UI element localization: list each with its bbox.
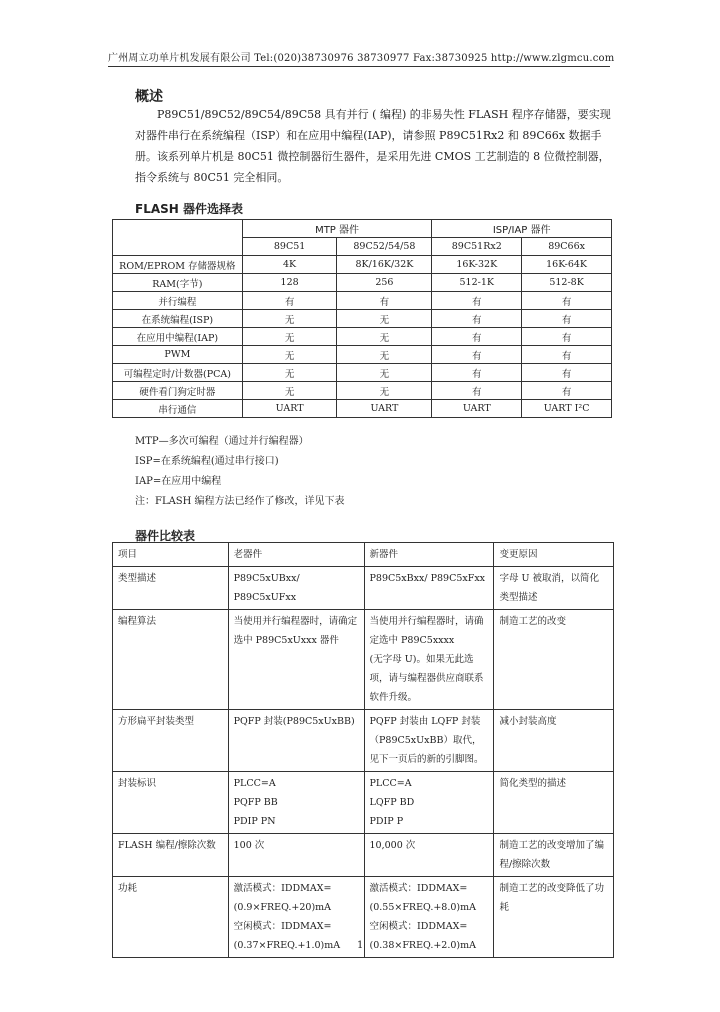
row-label: 硬件看门狗定时器	[113, 382, 243, 400]
table-cell: UART I²C	[522, 400, 612, 418]
table-cell: 512-8K	[522, 274, 612, 292]
table-cell: UART	[337, 400, 432, 418]
row-label: 在系统编程(ISP)	[113, 310, 243, 328]
device-comparison-table	[112, 542, 614, 958]
table-cell: 有	[522, 382, 612, 400]
table-cell: 无	[337, 346, 432, 364]
column-header: 89C66x	[522, 238, 612, 256]
table-row	[113, 710, 614, 772]
table-cell: 有	[522, 310, 612, 328]
note-line: 注：FLASH 编程方法已经作了修改，详见下表	[135, 496, 345, 507]
column-header: 变更原因	[494, 543, 614, 567]
overview-paragraph-1: P89C51/89C52/89C54/89C58 具有并行 ( 编程) 的非易失性 FLASH 程序存储器，要实现对器件串行在系统编程（ISP）和在应用中编程(IAP)，请参照 P89C51Rx2 和 89C66x 数据手册。	[135, 108, 611, 163]
table-cell: 当使用并行编程器时，请确定选中 P89C5xxxx (无字母 U)。如果无此选项，请与编程器供应商联系软件升级。	[364, 610, 494, 710]
table-cell: 无	[337, 328, 432, 346]
column-header: 89C52/54/58	[337, 238, 432, 256]
table-cell: 当使用并行编程器时，请确定选中 P89C5xUxxx 器件	[228, 610, 364, 710]
row-label: 可编程定时/计数器(PCA)	[113, 364, 243, 382]
table-cell: 有	[432, 310, 522, 328]
table-cell: 激活模式：IDDMAX= (0.55×FREQ.+8.0)mA 空闲模式：IDDMAX= (0.38×FREQ.+2.0)mA	[364, 877, 494, 958]
page-header: 广州周立功单片机发展有限公司 Tel:(020)38730976 38730977 Fax:38730925 http://www.zlgmcu.com	[108, 53, 615, 64]
table-cell: UART	[242, 400, 337, 418]
column-header: 项目	[113, 543, 229, 567]
table-cell: 功耗	[113, 877, 229, 958]
header-rule	[108, 66, 610, 67]
compare-table-caption: 器件比较表	[135, 529, 196, 543]
table-cell: PQFP 封装由 LQFP 封装（P89C5xUxBB）取代，见下一页后的新的引脚图。	[364, 710, 494, 772]
table-cell: FLASH 编程/擦除次数	[113, 834, 229, 877]
table-cell: 有	[432, 328, 522, 346]
row-label: 串行通信	[113, 400, 243, 418]
table-cell: 10,000 次	[364, 834, 494, 877]
row-label: 在应用中编程(IAP)	[113, 328, 243, 346]
table-row	[113, 543, 614, 567]
table-cell: 制造工艺的改变增加了编程/擦除次数	[494, 834, 614, 877]
table-cell: 16K-32K	[432, 256, 522, 274]
table-cell: 256	[337, 274, 432, 292]
table-cell: 编程算法	[113, 610, 229, 710]
table-cell: P89C5xUBxx/ P89C5xUFxx	[228, 567, 364, 610]
table-cell: 无	[242, 328, 337, 346]
corner-cell	[113, 220, 243, 256]
table-cell: 有	[432, 292, 522, 310]
table-cell: PQFP 封装(P89C5xUxBB)	[228, 710, 364, 772]
table-notes	[135, 432, 345, 512]
table-cell: 无	[337, 310, 432, 328]
table-cell: 有	[432, 382, 522, 400]
table-cell: 有	[522, 328, 612, 346]
table-cell: 有	[522, 346, 612, 364]
column-header: 老器件	[228, 543, 364, 567]
table-cell: 100 次	[228, 834, 364, 877]
table-cell: 简化类型的描述	[494, 772, 614, 834]
note-line: ISP=在系统编程(通过串行接口)	[135, 456, 279, 467]
table-row	[113, 772, 614, 834]
table-cell: 无	[337, 382, 432, 400]
table-row	[113, 292, 612, 310]
table-row	[113, 610, 614, 710]
table-cell: 无	[242, 382, 337, 400]
table-cell: 16K-64K	[522, 256, 612, 274]
note-line: MTP—多次可编程（通过并行编程器）	[135, 436, 309, 447]
table-cell: 有	[432, 364, 522, 382]
group-header-mtp: MTP 器件	[242, 220, 432, 238]
table-row	[113, 400, 612, 418]
overview-paragraph-2: 该系列单片机是 80C51 微控制器衍生器件，是采用先进 CMOS 工艺制造的 8 位微控制器，指令系统与 80C51 完全相同。	[135, 150, 610, 184]
table-row	[113, 382, 612, 400]
column-header: 89C51	[242, 238, 337, 256]
table-cell: 封装标识	[113, 772, 229, 834]
table-cell: 无	[337, 364, 432, 382]
table-row	[113, 328, 612, 346]
flash-table-caption: FLASH 器件选择表	[135, 202, 243, 216]
table-cell: 无	[242, 310, 337, 328]
table-cell: 有	[432, 346, 522, 364]
table-cell: PLCC=A PQFP BB PDIP PN	[228, 772, 364, 834]
table-cell: 字母 U 被取消，以简化类型描述	[494, 567, 614, 610]
table-cell: 4K	[242, 256, 337, 274]
column-header: 89C51Rx2	[432, 238, 522, 256]
table-cell: 有	[337, 292, 432, 310]
table-cell: 有	[522, 292, 612, 310]
table-cell: UART	[432, 400, 522, 418]
row-label: PWM	[113, 346, 243, 364]
column-header: 新器件	[364, 543, 494, 567]
table-cell: PLCC=A LQFP BD PDIP P	[364, 772, 494, 834]
table-cell: 制造工艺的改变降低了功耗	[494, 877, 614, 958]
table-cell: 减小封装高度	[494, 710, 614, 772]
table-cell: 无	[242, 346, 337, 364]
table-cell: 激活模式：IDDMAX= (0.9×FREQ.+20)mA 空闲模式：IDDMAX= (0.37×FREQ.+1.0)mA	[228, 877, 364, 958]
table-cell: 制造工艺的改变	[494, 610, 614, 710]
page-number: 1	[357, 940, 364, 951]
row-label: ROM/EPROM 存储器规格	[113, 256, 243, 274]
table-cell: 类型描述	[113, 567, 229, 610]
table-cell: 无	[242, 364, 337, 382]
table-row	[113, 346, 612, 364]
table-cell: 128	[242, 274, 337, 292]
flash-selection-table	[112, 219, 612, 418]
table-cell: 512-1K	[432, 274, 522, 292]
table-cell: 8K/16K/32K	[337, 256, 432, 274]
table-row	[113, 274, 612, 292]
overview-title: 概述	[135, 89, 163, 105]
table-row	[113, 567, 614, 610]
group-header-isp: ISP/IAP 器件	[432, 220, 612, 238]
row-label: RAM(字节)	[113, 274, 243, 292]
row-label: 并行编程	[113, 292, 243, 310]
table-cell: P89C5xBxx/ P89C5xFxx	[364, 567, 494, 610]
table-cell: 有	[242, 292, 337, 310]
table-row	[113, 220, 612, 238]
table-cell: 有	[522, 364, 612, 382]
table-cell: 方形扁平封装类型	[113, 710, 229, 772]
note-line: IAP=在应用中编程	[135, 476, 222, 487]
table-row	[113, 364, 612, 382]
table-row	[113, 834, 614, 877]
table-row	[113, 310, 612, 328]
table-row	[113, 256, 612, 274]
